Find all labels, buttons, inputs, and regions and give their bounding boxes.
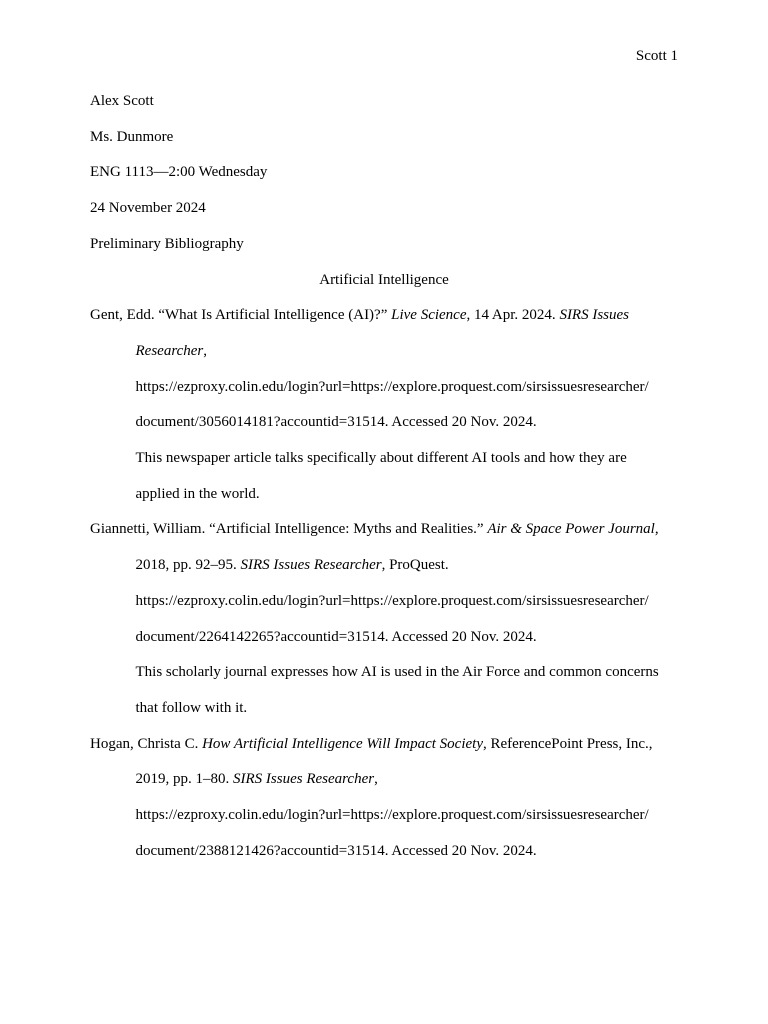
entry-text: , [654, 521, 659, 538]
page-title: Artificial Intelligence [319, 271, 449, 288]
course-info: ENG 1113—2:00 Wednesday [90, 164, 268, 181]
annotation-line: This scholarly journal expresses how AI is used in the Air Force and common concerns [135, 664, 659, 681]
entry-annotation [90, 655, 678, 726]
entry-line [90, 548, 678, 584]
entry-text: , [374, 771, 378, 788]
entry-url: https://ezproxy.colin.edu/login?url=https://explore.proquest.com/sirsissuesresearcher/ [135, 592, 649, 609]
entry-url-continued: document/3056014181?accountid=31514. Accessed 20 Nov. 2024. [135, 414, 537, 431]
entry-line [90, 512, 678, 548]
entry-text: , [203, 342, 207, 359]
entry-text: Hogan, Christa C. [90, 735, 203, 752]
entry-line [90, 762, 678, 798]
submission-date: 24 November 2024 [90, 200, 206, 217]
running-head: Scott 1 [635, 48, 678, 64]
annotation-line: that follow with it. [135, 699, 248, 716]
entry-database: SIRS Issues [559, 307, 630, 324]
entry-text: 2018, pp. 92–95. [135, 557, 241, 574]
author-name: Alex Scott [90, 93, 154, 109]
entry-text: , 14 Apr. 2024. [466, 307, 560, 324]
entry-database: SIRS Issues Researcher [233, 771, 375, 788]
bibliography-entry [90, 512, 678, 655]
annotation-line: This newspaper article talks specifically about different AI tools and how they are [135, 450, 627, 467]
document-body [90, 84, 678, 869]
entry-url-continued: document/2264142265?accountid=31514. Accessed 20 Nov. 2024. [135, 628, 537, 645]
entry-line [90, 334, 678, 370]
entry-url: https://ezproxy.colin.edu/login?url=https://explore.proquest.com/sirsissuesresearcher/ [135, 807, 649, 824]
entry-line [90, 727, 678, 763]
entry-source-title: Live Science [391, 307, 467, 324]
entry-database: SIRS Issues Researcher [240, 557, 382, 574]
entry-source-title: How Artificial Intelligence Will Impact Society [202, 735, 483, 752]
bibliography-entry [90, 298, 678, 441]
entry-database: Researcher [135, 342, 204, 359]
instructor-name: Ms. Dunmore [90, 128, 174, 145]
entry-annotation [90, 441, 678, 512]
entry-text: 2019, pp. 1–80. [135, 771, 233, 788]
entry-text: , ProQuest. [381, 557, 449, 574]
entry-text: , ReferencePoint Press, Inc., [482, 735, 653, 752]
entry-source-title: Air & Space Power Journal [487, 521, 655, 538]
entry-url-continued: document/2388121426?accountid=31514. Accessed 20 Nov. 2024. [135, 842, 537, 859]
entry-text: Gent, Edd. “What Is Artificial Intelligence (AI)?” [90, 307, 392, 324]
entry-text: Giannetti, William. “Artificial Intelligence: Myths and Realities.” [90, 521, 488, 538]
entry-line [90, 298, 678, 334]
entry-url: https://ezproxy.colin.edu/login?url=https://explore.proquest.com/sirsissuesresearcher/ [135, 378, 649, 395]
bibliography-entry [90, 727, 678, 870]
assignment-name: Preliminary Bibliography [90, 235, 244, 252]
annotation-line: applied in the world. [135, 485, 260, 502]
